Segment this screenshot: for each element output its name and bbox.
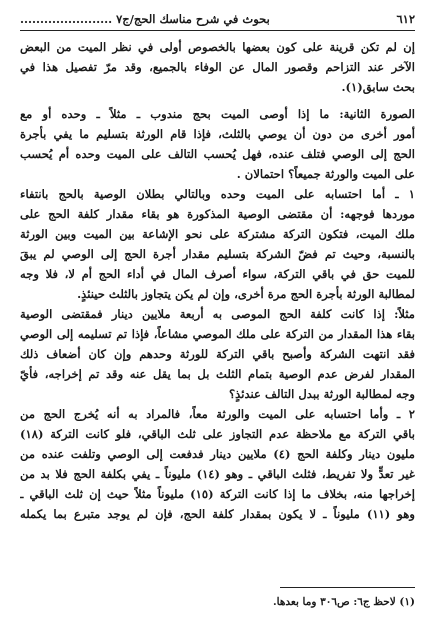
text-line: بحث سابق(١). [341, 80, 415, 94]
text-line: ١ ـ أما احتسابه على الميت وحده وبالتالي بطلان الوصية بالحج بانتفاء [20, 187, 415, 201]
text-line: إن لم تكن قرينة على كون بعضها بالخصوص أولى في نظر الميت من البعض [20, 40, 415, 54]
text-line: باقي التركة مع ملاحظة عدم التجاوز على ثلث الباقي، فلو كانت التركة (١٨) [20, 427, 415, 441]
footnote-rule [280, 587, 415, 588]
text-line: الحج إلى الوصي فتلف عنده، فهل يُحسب التالف على الميت وحده أم يُحسب [20, 147, 415, 161]
text-line: ٢ ـ وأما احتسابه على الميت والورثة معاً، فالمراد به أنه يُخرج الحج من [20, 407, 415, 421]
text-line: وهو (١١) مليوناً ـ لا يكون بمقدار كلفة الحج، فإن لم يوجد متبرع بما يكمله [20, 507, 415, 521]
text-line: المقدار لفرض عدم الوصية بتمام الثلث بل بما يقل عنه وقد تم إخراجه، فأيّ [20, 367, 415, 381]
text-line: الصورة الثانية: ما إذا أوصى الميت بحج مندوب ـ مثلاً ـ وحده أو مع [20, 107, 415, 121]
text-line: فقد انتهت الشركة وأصبح باقي التركة للورثة وحدهم وإن كان أضعاف ذلك [20, 347, 415, 361]
text-line: لمطالبة الورثة بأجرة الحج مرة أخرى، وإن لم يكن يتجاوز بالثلث حينئذٍ. [77, 287, 415, 301]
text-line: أمور أخرى من دون أن يوصي بالثلث، فإذا قام الورثة بتسليم ما يفي بأجرة [20, 127, 415, 141]
text-line: على الميت والورثة جميعاً؟ احتمالان . [236, 167, 415, 181]
header-rule [20, 30, 415, 31]
page-header [20, 10, 415, 28]
text-line: مثلاً: إذا كانت كلفة الحج الموصى به أربعة ملايين دينار فمقتضى الوصية [20, 307, 415, 321]
page-number: ٦١٢ [396, 12, 415, 26]
text-line: غير تعدٍّ ولا تفريط، فثلث الباقي ـ وهو (١٤) مليوناً ـ يفي بكلفة الحج فلا بد من [20, 467, 415, 481]
text-line: ملك الميت، فتكون التركة مشتركة على نحو الإشاعة بين الميت وبين الورثة [20, 227, 415, 241]
text-line: للميت حق في باقي التركة، سواء أصرف المال في أداء الحج أم لا، فلا وجه [20, 267, 415, 281]
running-title: بحوث في شرح مناسك الحج/ج٧ ....................... [20, 12, 270, 26]
text-line: مليون دينار وكلفة الحج (٤) ملايين دينار فدفعت إلى الوصي وتلفت عنده من [20, 447, 415, 461]
text-line: بقاء هذا المقدار من التركة على ملك الموصي مشاعاً، فإذا تم تسليمه إلى الوصي [20, 327, 415, 341]
text-line: الآخر عند التزاحم وقصور المال عن الوفاء بالجميع، وقد مرّ تفصيل هذا في [20, 60, 415, 74]
text-line: بالنسبة، وحيث تم فضّ الشركة بتسليم مقدار أجرة الحج إلى الوصي لم يبقَ [20, 247, 415, 261]
footnote: (١) لاحظ ج٦: ص٣٠٦ وما بعدها. [272, 596, 415, 608]
text-line: موردها فوجهه: أن مقتضى الوصية المذكورة هو بقاء مقدار كلفة الحج على [20, 207, 415, 221]
body-text [20, 37, 415, 524]
text-line: وجه لمطالبة الورثة ببدل التالف عندئذٍ؟ [229, 387, 415, 401]
text-line: إخراجها منه، بخلاف ما إذا كانت التركة (١٥) مليوناً مثلاً حيث إن ثلث الباقي ـ [20, 487, 415, 501]
